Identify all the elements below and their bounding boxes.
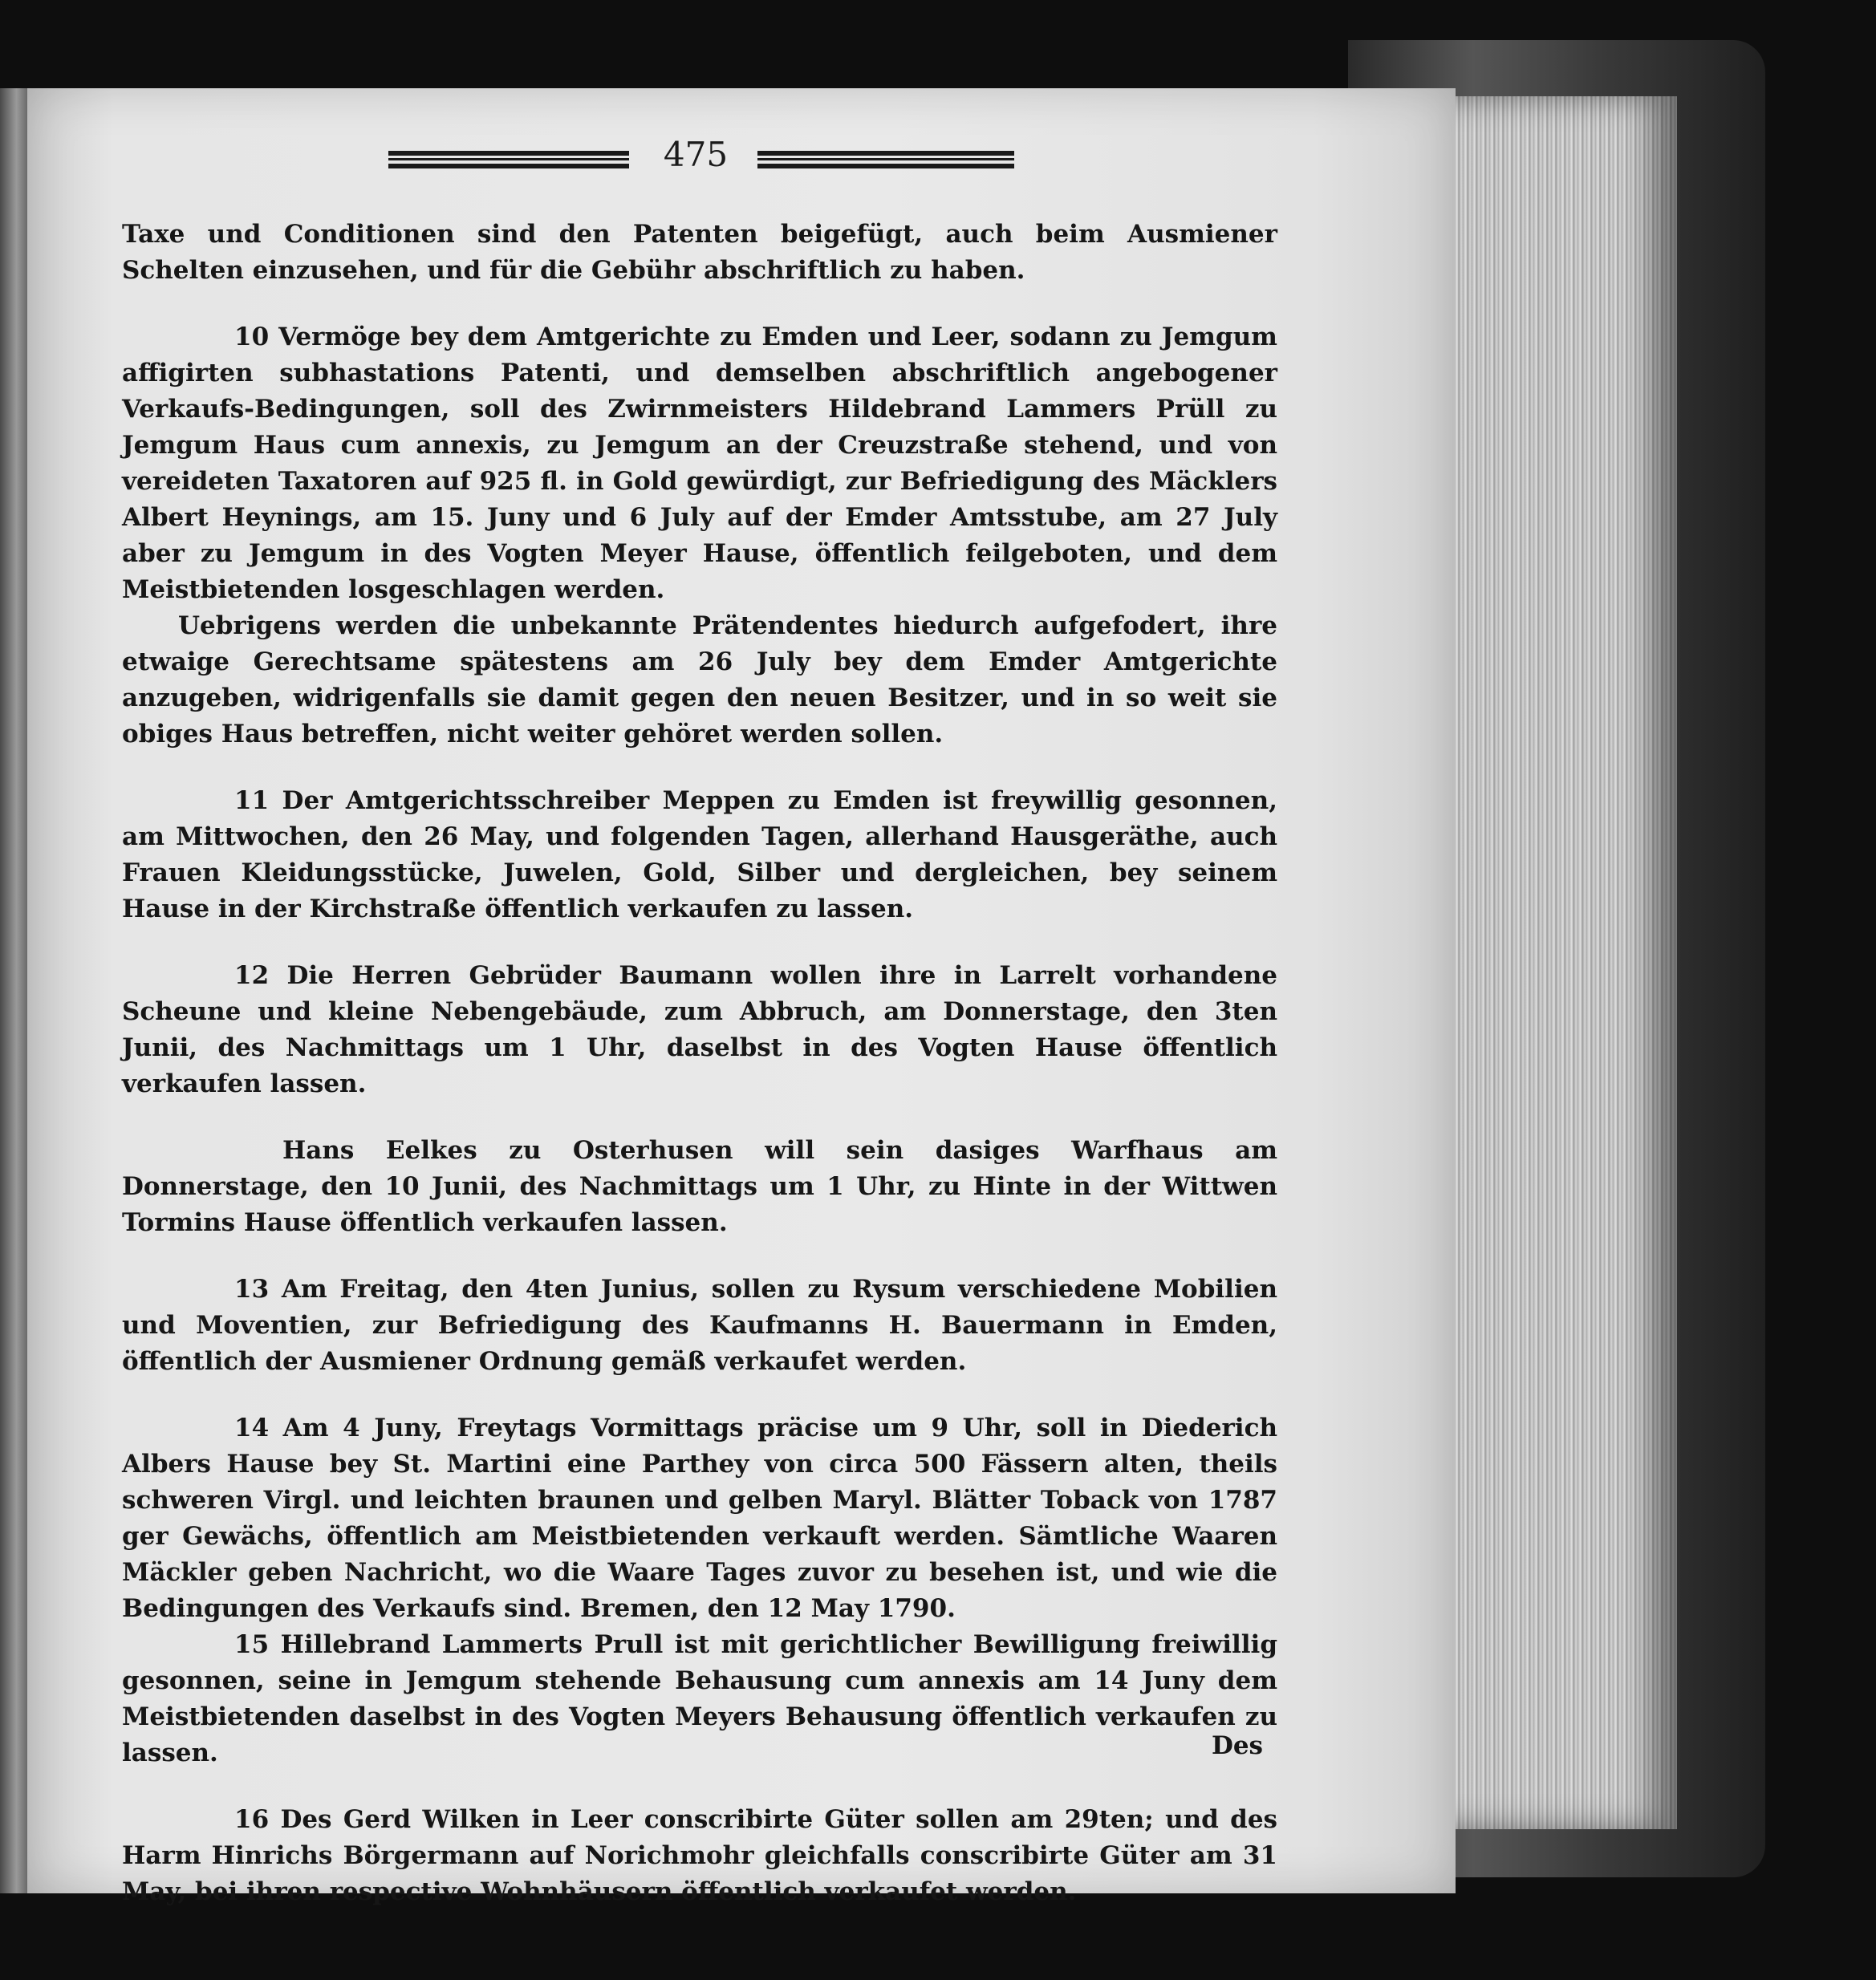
page-edges [1428, 96, 1677, 1829]
page-number: 475 [663, 135, 729, 174]
paragraph-13: 13 Am Freitag, den 4ten Junius, sollen zu Rysum verschiedene Mobilien und Moventien, zur Befriedigung des Kaufmanns H. Bauermann in Emden, öffentlich der Ausmiener Ordnung gemäß verkaufet werden. [122, 1275, 1277, 1376]
paragraph-taxe: Taxe und Conditionen sind den Patenten beigefügt, auch beim Ausmiener Schelten einzusehen, und für die Gebühr abschriftlich zu haben. [122, 220, 1277, 285]
paragraph-10: 10 Vermöge bey dem Amtgerichte zu Emden und Leer, sodann zu Jemgum affigirten subhastations Patenti, und demselben abschriftlich angebogener Verkaufs-Bedingungen, soll des Zwirnmeisters Hildebrand Lammers Prüll zu Jemgum Haus cum annexis, zu Jemgum an der Creuzstraße stehend, und von vereideten Taxatoren auf 925 fl. in Gold gewürdigt, zur Befriedigung des Mäcklers Albert Heynings, am 15. Juny und 6 July auf der Emder Amtsstube, am 27 July aber zu Jemgum in des Vogten Meyer Hause, öffentlich feilgeboten, und dem Meistbietenden losgeschlagen werden. [122, 323, 1277, 604]
header-rule-right [757, 151, 1014, 168]
paragraph-hans-eelkes: Hans Eelkes zu Osterhusen will sein dasiges Warfhaus am Donnerstage, den 10 Junii, des Nachmittags um 1 Uhr, zu Hinte in der Wittwen Tormins Hause öffentlich verkaufen lassen. [122, 1136, 1277, 1237]
paragraph-uebrigens: Uebrigens werden die unbekannte Prätendentes hiedurch aufgefodert, ihre etwaige Gerechtsame spätestens am 26 July bey dem Emder Amtgerichte anzugeben, widrigenfalls sie damit gegen den neuen Besitzer, und in so weit sie obiges Haus betreffen, nicht weiter gehöret werden sollen. [122, 611, 1277, 749]
page-body [122, 217, 1277, 1910]
catchword: Des [1211, 1731, 1263, 1760]
printed-page [27, 88, 1456, 1906]
paragraph-15: 15 Hillebrand Lammerts Prull ist mit gerichtlicher Bewilligung freiwillig gesonnen, seine in Jemgum stehende Behausung cum annexis am 14 Juny dem Meistbietenden daselbst in des Vogten Meyers Behausung öffentlich verkaufen zu lassen. [122, 1630, 1277, 1767]
paragraph-11: 11 Der Amtgerichtsschreiber Meppen zu Emden ist freywillig gesonnen, am Mittwochen, den 26 May, und folgenden Tagen, allerhand Hausgeräthe, auch Frauen Kleidungsstücke, Juwelen, Gold, Silber und dergleichen, bey seinem Hause in der Kirchstraße öffentlich verkaufen zu lassen. [122, 786, 1277, 923]
header-rule-left [388, 151, 629, 168]
left-page-edge [0, 88, 27, 1893]
paragraph-16: 16 Des Gerd Wilken in Leer conscribirte Güter sollen am 29ten; und des Harm Hinrichs Börgermann auf Norichmohr gleichfalls conscribirte Güter am 31 May, bei ihren respective Wohnhäusern öffentlich verkaufet werden. [122, 1805, 1277, 1906]
paragraph-14: 14 Am 4 Juny, Freytags Vormittags präcise um 9 Uhr, soll in Diederich Albers Hause bey St. Martini eine Parthey von circa 500 Fässern alten, theils schweren Virgl. und leichten braunen und gelben Maryl. Blätter Toback von 1787 ger Gewächs, öffentlich am Meistbietenden verkauft werden. Sämtliche Waaren Mäckler geben Nachricht, wo die Waare Tages zuvor zu besehen ist, und wie die Bedingungen des Verkaufs sind. Bremen, den 12 May 1790. [122, 1414, 1277, 1623]
paragraph-12: 12 Die Herren Gebrüder Baumann wollen ihre in Larrelt vorhandene Scheune und kleine Nebengebäude, zum Abbruch, am Donnerstage, den 3ten Junii, des Nachmittags um 1 Uhr, daselbst in des Vogten Hause öffentlich verkaufen lassen. [122, 961, 1277, 1098]
page-header [388, 135, 1014, 183]
